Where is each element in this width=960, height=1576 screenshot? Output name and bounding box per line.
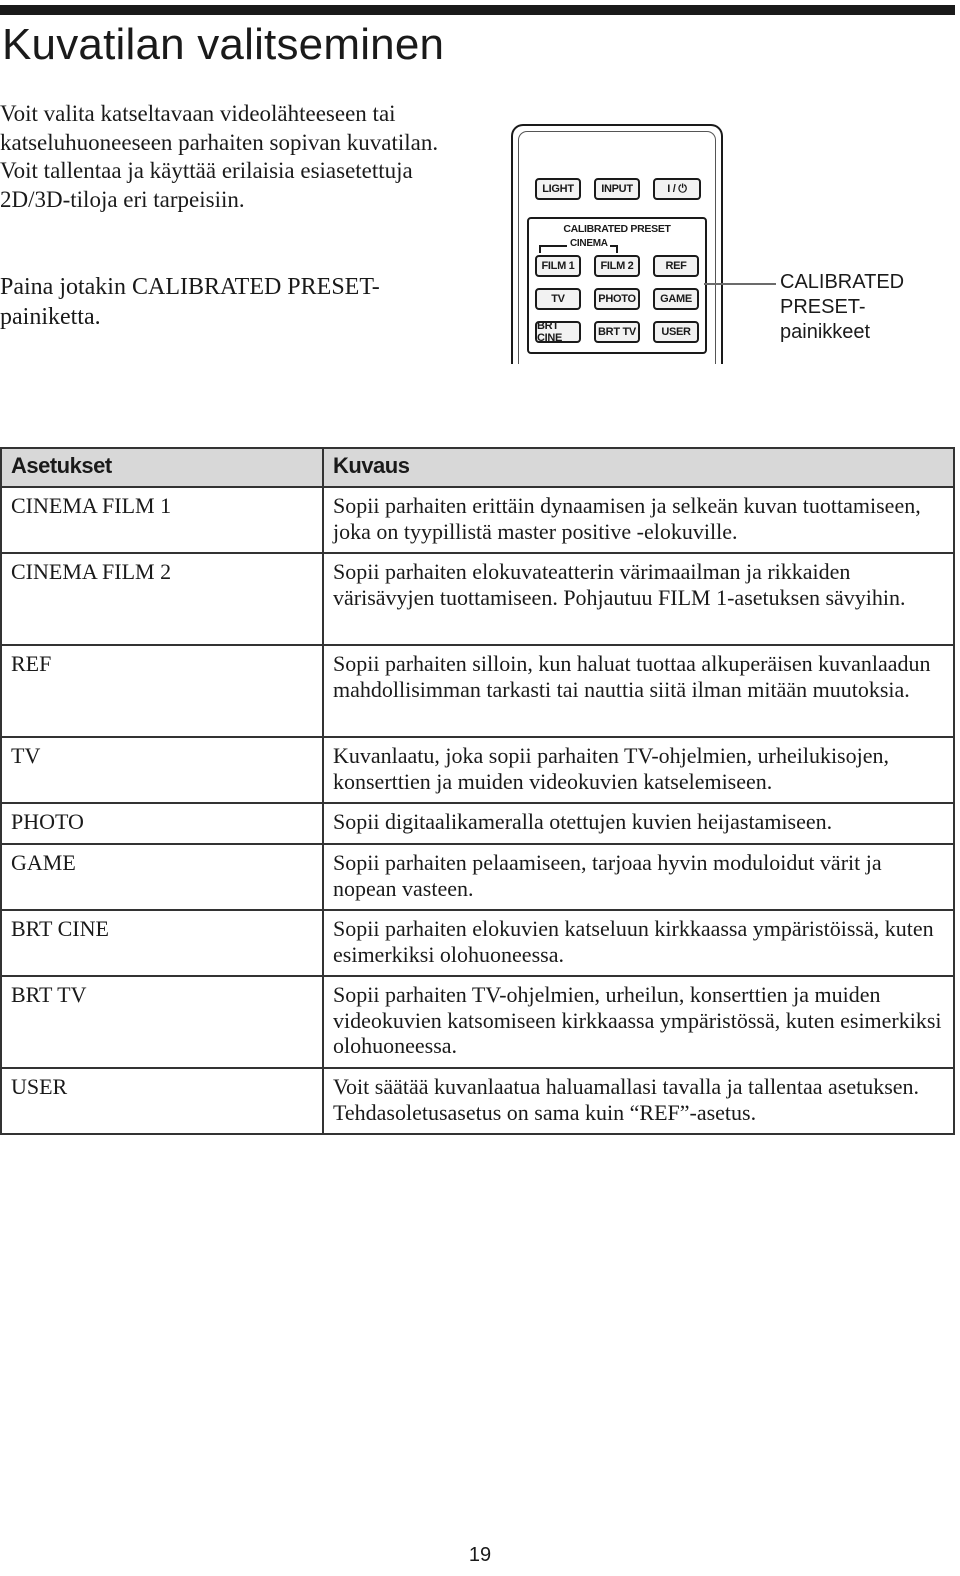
header-description: Kuvaus xyxy=(323,448,954,487)
brt-tv-button: BRT TV xyxy=(594,321,640,343)
callout-leader-line xyxy=(704,283,776,285)
setting-cell: USER xyxy=(1,1068,323,1134)
table-row xyxy=(1,844,954,910)
table-row xyxy=(1,645,954,737)
description-cell: Sopii parhaiten pelaamiseen, tarjoaa hyvin moduloidut värit ja nopean vasteen. xyxy=(323,844,954,910)
setting-cell: GAME xyxy=(1,844,323,910)
tv-button: TV xyxy=(535,288,581,310)
calibrated-preset-label: CALIBRATED PRESET xyxy=(563,223,671,235)
cinema-label: CINEMA xyxy=(570,238,608,249)
description-cell: Sopii parhaiten silloin, kun haluat tuottaa alkuperäisen kuvanlaadun mahdollisimman tarkasti tai nauttia siitä ilman mitään muutoksia. xyxy=(323,645,954,737)
description-cell: Sopii parhaiten TV-ohjelmien, urheilun, konserttien ja muiden videokuvien katsomiseen kirkkaassa ympäristössä, kuten esimerkiksi olohuoneessa. xyxy=(323,976,954,1068)
instruction-text: Paina jotakin CALIBRATED PRESET-painiketta. xyxy=(0,274,380,330)
intro-paragraph-2: Voit tallentaa ja käyttää erilaisia esiasetettuja 2D/3D-tiloja eri tarpeisiin. xyxy=(0,158,413,212)
setting-cell: REF xyxy=(1,645,323,737)
setting-cell: PHOTO xyxy=(1,803,323,844)
cinema-bracket-left xyxy=(539,245,567,247)
table-row xyxy=(1,737,954,803)
table-row xyxy=(1,553,954,645)
user-button: USER xyxy=(653,321,699,343)
intro-paragraph-1: Voit valita katseltavaan videolähteeseen tai katseluhuoneeseen parhaiten sopivan kuvatilan. xyxy=(0,101,439,155)
cinema-bracket-right-tick xyxy=(616,245,618,253)
description-cell: Sopii digitaalikameralla otettujen kuvien heijastamiseen. xyxy=(323,803,954,844)
page-number: 19 xyxy=(468,1544,492,1566)
setting-cell: BRT TV xyxy=(1,976,323,1068)
brt-cine-button: BRT CINE xyxy=(535,321,581,343)
description-cell: Voit säätää kuvanlaatua haluamallasi tavalla ja tallentaa asetuksen. Tehdasoletusasetus on sama kuin “REF”-asetus. xyxy=(323,1068,954,1134)
ref-button: REF xyxy=(653,255,699,277)
header-settings: Asetukset xyxy=(1,448,323,487)
setting-cell: TV xyxy=(1,737,323,803)
table-row xyxy=(1,1068,954,1134)
table-row xyxy=(1,976,954,1068)
description-cell: Sopii parhaiten elokuvien katseluun kirkkaassa ympäristöissä, kuten esimerkiksi olohuoneessa. xyxy=(323,910,954,976)
table-header-row xyxy=(1,448,954,487)
table-row xyxy=(1,803,954,844)
cinema-bracket-left-tick xyxy=(539,245,541,253)
header-rule xyxy=(0,5,955,15)
film1-button: FILM 1 xyxy=(535,255,581,277)
table-row xyxy=(1,910,954,976)
light-button: LIGHT xyxy=(535,178,581,200)
description-cell: Sopii parhaiten elokuvateatterin värimaailman ja rikkaiden värisävyjen tuottamiseen. Pohjautuu FILM 1-asetuksen sävyihin. xyxy=(323,553,954,645)
setting-cell: CINEMA FILM 2 xyxy=(1,553,323,645)
table-row xyxy=(1,487,954,553)
film2-button: FILM 2 xyxy=(594,255,640,277)
picture-mode-table xyxy=(0,447,955,1135)
power-button: I / ⏻ xyxy=(653,178,701,200)
description-cell: Kuvanlaatu, joka sopii parhaiten TV-ohjelmien, urheilukisojen, konserttien ja muiden videokuvien katselemiseen. xyxy=(323,737,954,803)
page-title: Kuvatilan valitseminen xyxy=(2,20,445,69)
setting-cell: CINEMA FILM 1 xyxy=(1,487,323,553)
description-cell: Sopii parhaiten erittäin dynaamisen ja selkeän kuvan tuottamiseen, joka on tyypillistä master positive -elokuville. xyxy=(323,487,954,553)
input-button: INPUT xyxy=(594,178,640,200)
game-button: GAME xyxy=(653,288,699,310)
callout-label: CALIBRATED PRESET- painikkeet xyxy=(780,271,905,343)
setting-cell: BRT CINE xyxy=(1,910,323,976)
photo-button: PHOTO xyxy=(594,288,640,310)
intro-text xyxy=(0,100,470,214)
